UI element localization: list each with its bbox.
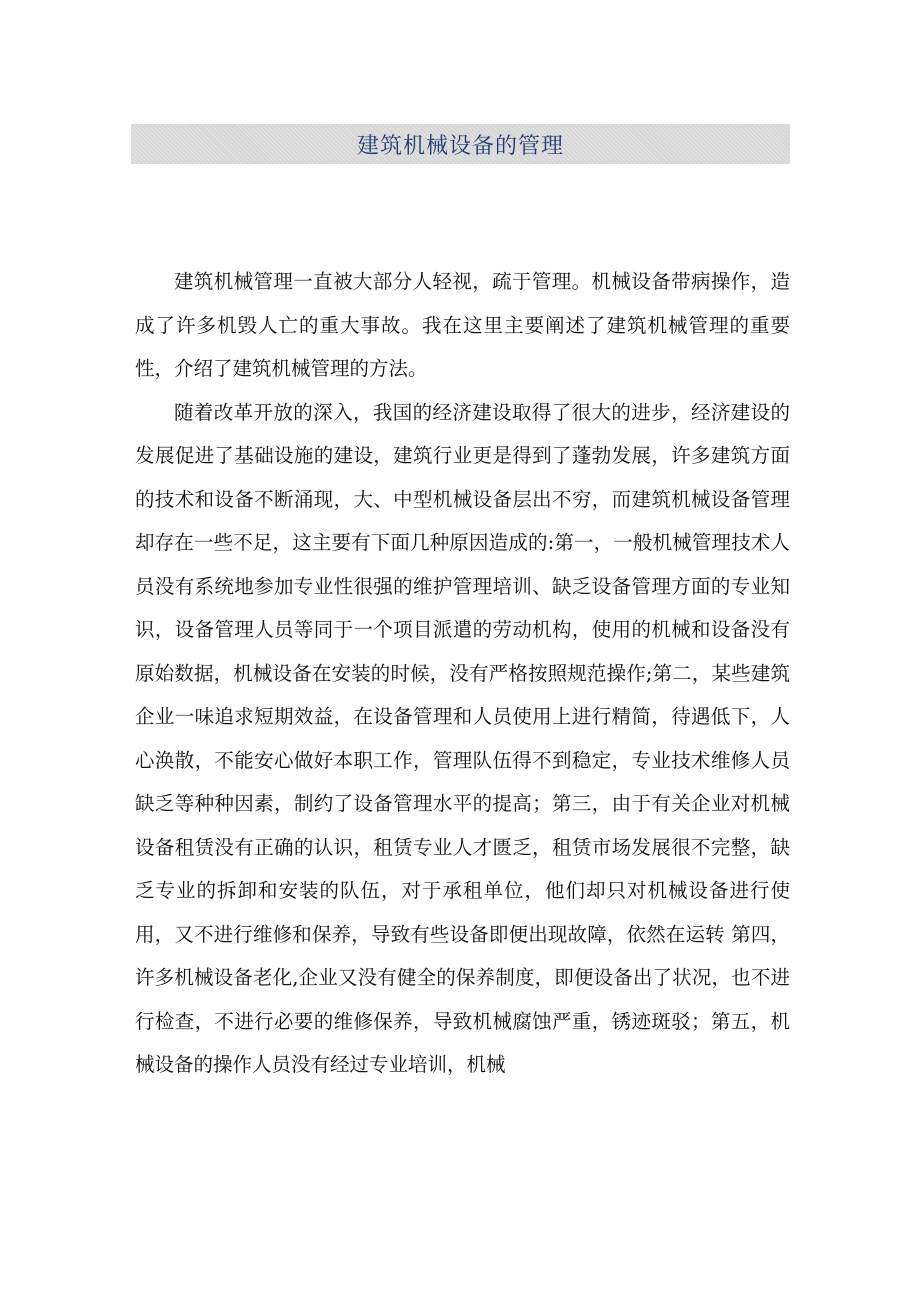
paragraph-causes: 随着改革开放的深入，我国的经济建设取得了很大的进步，经济建设的发展促进了基础设施的建设，建筑行业更是得到了蓬勃发展，许多建筑方面的技术和设备不断涌现，大、中型机械设备层出不穷，而建筑机械设备管理却存在一些不足，这主要有下面几种原因造成的:第一，一般机械管理技术人员没有系统地参加专业性很强的维护管理培训、缺乏设备管理方面的专业知识，设备管理人员等同于一个项目派遣的劳动机构，使用的机械和设备没有原始数据，机械设备在安装的时候，没有严格按照规范操作;第二，某些建筑企业一味追求短期效益，在设备管理和人员使用上进行精简，待遇低下，人心涣散，不能安心做好本职工作，管理队伍得不到稳定，专业技术维修人员缺乏等种种因素，制约了设备管理水平的提高；第三，由于有关企业对机械设备租赁没有正确的认识，租赁专业人才匮乏，租赁市场发展很不完整，缺乏专业的拆卸和安装的队伍，对于承租单位，他们却只对机械设备进行使用，又不进行维修和保养，导致有些设备即便出现故障，依然在运转 第四，许多机械设备老化,企业又没有健全的保养制度，即便设备出了状况，也不进行检查，不进行必要的维修保养，导致机械腐蚀严重，锈迹斑驳；第五，机械设备的操作人员没有经过专业培训，机械 xyxy=(135,400,790,1076)
paragraph-intro: 建筑机械管理一直被大部分人轻视，疏于管理。机械设备带病操作，造成了许多机毁人亡的重大事故。我在这里主要阐述了建筑机械管理的重要性，介绍了建筑机械管理的方法。 xyxy=(135,270,790,380)
title-banner xyxy=(131,124,790,164)
document-title: 建筑机械设备的管理 xyxy=(356,133,564,159)
document-body xyxy=(135,260,790,1087)
